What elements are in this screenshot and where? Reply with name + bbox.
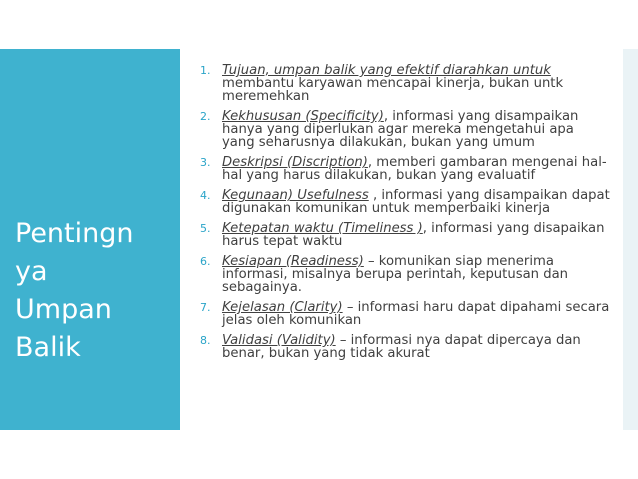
item-number: 1. bbox=[200, 64, 211, 77]
title-line: Umpan bbox=[15, 294, 112, 325]
list-item bbox=[200, 64, 610, 103]
item-number: 4. bbox=[200, 189, 211, 202]
item-term: Kekhususan (Specificity) bbox=[222, 109, 384, 124]
slide-title bbox=[15, 215, 175, 367]
list-item bbox=[200, 301, 610, 327]
numbered-list bbox=[200, 64, 610, 367]
item-number: 7. bbox=[200, 301, 211, 314]
item-text: membantu karyawan mencapai kinerja, bukan untk meremehkan bbox=[222, 76, 564, 104]
item-term: Kesiapan (Readiness) bbox=[222, 254, 364, 269]
item-term: Deskripsi (Discription) bbox=[222, 155, 368, 170]
item-text: – komunikan siap menerima informasi, misalnya berupa perintah, keputusan dan sebagainya. bbox=[222, 254, 569, 295]
item-term: Tujuan, umpan balik yang efektif diarahkan untuk bbox=[222, 63, 551, 78]
title-line: Pentingn bbox=[15, 218, 134, 249]
item-number: 6. bbox=[200, 255, 211, 268]
item-text: , informasi yang disampaikan hanya yang diperlukan agar mereka mengetahui apa yang seharusnya dilakukan, bukan yang umum bbox=[222, 109, 579, 150]
item-number: 5. bbox=[200, 222, 211, 235]
item-term: Kegunaan) Usefulness bbox=[222, 188, 369, 203]
right-rail bbox=[623, 49, 638, 430]
list-item bbox=[200, 334, 610, 360]
item-text: – informasi haru dapat dipahami secara jelas oleh komunikan bbox=[222, 300, 610, 328]
item-number: 3. bbox=[200, 156, 211, 169]
item-text: , memberi gambaran mengenai hal-hal yang harus dilakukan, bukan yang evaluatif bbox=[222, 155, 607, 183]
item-term: Ketepatan waktu (Timeliness ) bbox=[222, 221, 423, 236]
list-item bbox=[200, 222, 610, 248]
item-text: , informasi yang disampaikan dapat digunakan komunikan untuk memperbaiki kinerja bbox=[222, 188, 610, 216]
title-line: Balik bbox=[15, 332, 81, 363]
list-item bbox=[200, 255, 610, 294]
item-text: – informasi nya dapat dipercaya dan benar, bukan yang tidak akurat bbox=[222, 333, 581, 361]
list-item bbox=[200, 156, 610, 182]
item-text: , informasi yang disapaikan harus tepat waktu bbox=[222, 221, 605, 249]
item-term: Kejelasan (Clarity) bbox=[222, 300, 343, 315]
item-term: Validasi (Validity) bbox=[222, 333, 336, 348]
item-number: 2. bbox=[200, 110, 211, 123]
list-item bbox=[200, 110, 610, 149]
item-number: 8. bbox=[200, 334, 211, 347]
title-line: ya bbox=[15, 256, 48, 287]
list-item bbox=[200, 189, 610, 215]
title-band bbox=[0, 49, 180, 430]
